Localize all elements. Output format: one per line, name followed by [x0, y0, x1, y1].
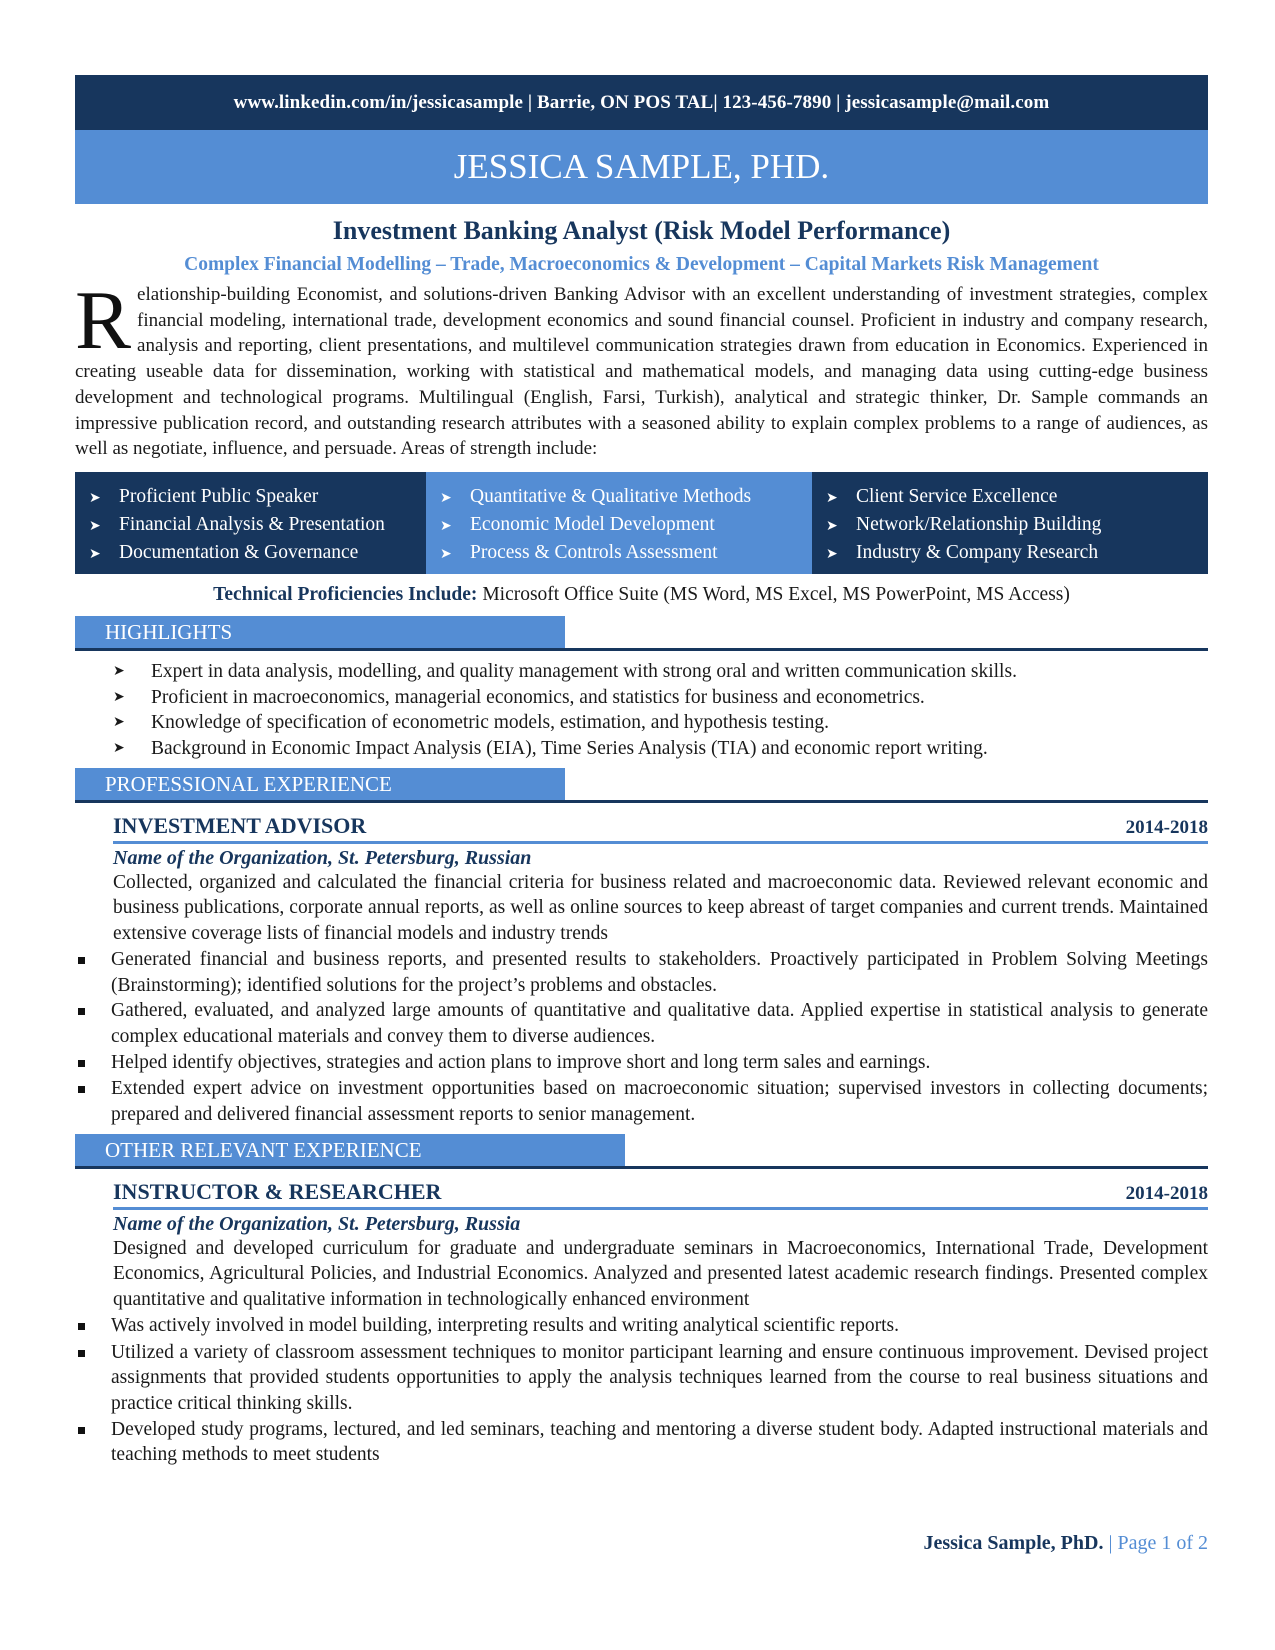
summary-text: elationship-building Economist, and solutions-driven Banking Advisor with an excellent understanding of investment strategies, complex financial modeling, international trade, development economics and sound financial counsel. Proficient in industry and company research, analysis and reporting, client presentations, and multilevel communication strategies drawn from education in Economics. Experienced in creating useable data for dissemination, working with statistical and mathematical models, and managing data using cutting-edge business development and technological programs. Multilingual (English, Farsi, Turkish), analytical and strategic thinker, Dr. Sample commands an impressive publication record, and outstanding research attributes with a seasoned ability to explain complex problems to a range of audiences, as well as negotiate, influence, and persuade. Areas of strength include:	[75, 284, 1208, 460]
job-header	[113, 813, 1208, 844]
tech-value: Microsoft Office Suite (MS Word, MS Excel, MS PowerPoint, MS Access)	[477, 583, 1070, 605]
section-other-experience	[75, 1134, 1208, 1169]
summary-paragraph	[75, 274, 1208, 462]
job-bullets	[75, 1313, 1208, 1468]
section-professional-experience	[75, 768, 1208, 803]
skill-item: ➤ Economic Model Development	[440, 512, 812, 540]
job-position: INVESTMENT ADVISOR	[113, 812, 367, 838]
list-item: Gathered, evaluated, and analyzed large amounts of quantitative and qualitative data. Applied expertise in statistical analysis to generate complex educational materials and convey them to diverse audiences.	[75, 998, 1208, 1049]
bullet-icon	[75, 947, 111, 998]
arrow-icon: ➤	[113, 689, 125, 705]
arrow-icon: ➤	[826, 546, 838, 562]
list-item: Generated financial and business reports, and presented results to stakeholders. Proactively participated in Problem Solving Meetings (Brainstorming); identified solutions for the project’s problems and obstacles.	[75, 947, 1208, 998]
arrow-icon: ➤	[89, 518, 101, 534]
technical-proficiencies	[75, 584, 1208, 606]
candidate-name: JESSICA SAMPLE, PHD.	[75, 130, 1208, 204]
arrow-icon: ➤	[826, 518, 838, 534]
arrow-icon: ➤	[440, 546, 452, 562]
section-heading: OTHER RELEVANT EXPERIENCE	[75, 1134, 625, 1166]
list-item: ➤ Background in Economic Impact Analysis (EIA), Time Series Analysis (TIA) and economic report writing.	[113, 736, 1208, 762]
list-item: ➤ Proficient in macroeconomics, managerial economics, and statistics for business and econometrics.	[113, 685, 1208, 711]
list-item: ➤ Knowledge of specification of econometric models, estimation, and hypothesis testing.	[113, 710, 1208, 736]
skill-item: ➤ Network/Relationship Building	[826, 512, 1208, 540]
skill-item: ➤ Proficient Public Speaker	[89, 484, 426, 512]
bullet-icon	[75, 1340, 111, 1417]
skill-item: ➤ Client Service Excellence	[826, 484, 1208, 512]
job-entry	[113, 813, 1208, 1128]
job-description: Collected, organized and calculated the financial criteria for business related and macroeconomic data. Reviewed relevant economic and business publications, corporate annual reports, as well as online sources to keep abreast of target companies and current trends. Maintained extensive coverage lists of financial models and industry trends	[113, 871, 1208, 945]
list-item: ➤ Expert in data analysis, modelling, and quality management with strong oral and written communication skills.	[113, 659, 1208, 685]
list-item: Helped identify objectives, strategies and action plans to improve short and long term sales and earnings.	[75, 1050, 1208, 1077]
resume-page	[75, 75, 1208, 1468]
job-title: Investment Banking Analyst (Risk Model Performance)	[332, 216, 951, 245]
page-number: Page 1 of 2	[1117, 1532, 1208, 1554]
skill-item: ➤ Documentation & Governance	[89, 540, 426, 568]
skills-column	[426, 472, 812, 574]
job-bullets	[75, 947, 1208, 1128]
list-item: Extended expert advice on investment opportunities based on macroeconomic situation; supervised investors in collecting documents; prepared and delivered financial assessment reports to senior management.	[75, 1076, 1208, 1127]
job-dates: 2014-2018	[1125, 1182, 1208, 1204]
skill-item: ➤ Financial Analysis & Presentation	[89, 512, 426, 540]
arrow-icon: ➤	[440, 518, 452, 534]
organization: Name of the Organization, St. Petersburg, Russia	[113, 1212, 521, 1235]
job-description: Designed and developed curriculum for graduate and undergraduate seminars in Macroeconomics, International Trade, Development Economics, Agricultural Policies, and Industrial Economics. Analyzed and presented latest academic research findings. Presented complex quantitative and qualitative information in technologically enhanced environment	[113, 1237, 1208, 1311]
contact-bar: www.linkedin.com/in/jessicasample | Barrie, ON POS TAL| 123-456-7890 | jessicasample@mail.com	[75, 75, 1208, 130]
footer-separator: |	[1103, 1532, 1118, 1554]
arrow-icon: ➤	[113, 741, 125, 757]
bullet-icon	[75, 1076, 111, 1127]
bullet-icon	[75, 1417, 111, 1468]
arrow-icon: ➤	[89, 490, 101, 506]
arrow-icon: ➤	[113, 715, 125, 731]
arrow-icon: ➤	[89, 546, 101, 562]
list-item: Was actively involved in model building, interpreting results and writing analytical scientific reports.	[75, 1313, 1208, 1340]
skills-grid	[75, 472, 1208, 574]
tech-label: Technical Proficiencies Include:	[213, 583, 478, 605]
job-dates: 2014-2018	[1125, 816, 1208, 838]
list-item: Utilized a variety of classroom assessment techniques to monitor participant learning and ensure continuous improvement. Devised project assignments that provided students opportunities to apply the analysis techniques learned from the course to real business situations and practice critical thinking skills.	[75, 1340, 1208, 1417]
skill-item: ➤ Quantitative & Qualitative Methods	[440, 484, 812, 512]
drop-cap: R	[75, 274, 132, 367]
list-item: Developed study programs, lectured, and led seminars, teaching and mentoring a diverse student body. Adapted instructional materials and teaching methods to meet students	[75, 1417, 1208, 1468]
bullet-icon	[75, 1313, 111, 1340]
section-heading: PROFESSIONAL EXPERIENCE	[75, 768, 565, 800]
arrow-icon: ➤	[826, 490, 838, 506]
page-footer	[923, 1532, 1208, 1555]
highlights-list	[113, 659, 1208, 762]
job-entry	[113, 1179, 1208, 1468]
footer-name: Jessica Sample, PhD.	[923, 1532, 1104, 1554]
skill-item: ➤ Industry & Company Research	[826, 540, 1208, 568]
skills-column	[75, 472, 426, 574]
section-heading: HIGHLIGHTS	[75, 616, 565, 648]
bullet-icon	[75, 1050, 111, 1077]
skills-column	[812, 472, 1208, 574]
arrow-icon: ➤	[113, 663, 125, 679]
organization: Name of the Organization, St. Petersburg, Russian	[113, 846, 532, 869]
specialties-subtitle: Complex Financial Modelling – Trade, Macroeconomics & Development – Capital Markets Risk Management	[184, 254, 1099, 275]
job-header	[113, 1179, 1208, 1210]
bullet-icon	[75, 998, 111, 1049]
section-highlights	[75, 616, 1208, 651]
skill-item: ➤ Process & Controls Assessment	[440, 540, 812, 568]
arrow-icon: ➤	[440, 490, 452, 506]
job-position: INSTRUCTOR & RESEARCHER	[113, 1178, 442, 1204]
